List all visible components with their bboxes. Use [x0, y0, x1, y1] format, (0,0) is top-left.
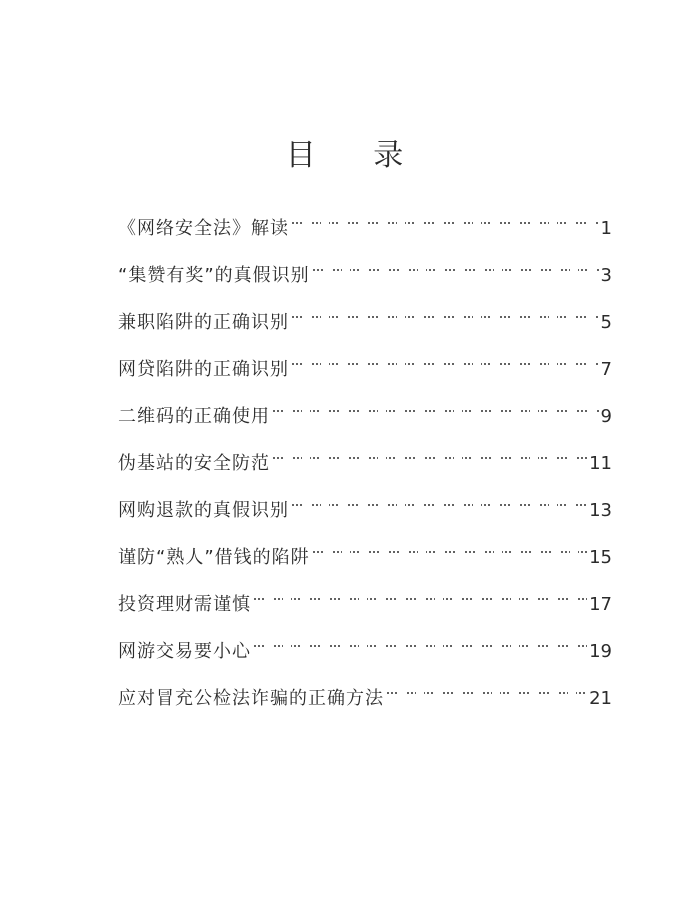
toc-entry-title: 《网络安全法》解读 [118, 218, 289, 239]
toc-page-number: 9 [600, 406, 612, 427]
toc-entry[interactable] [118, 243, 612, 290]
toc-entry-title: 网游交易要小心 [118, 641, 251, 662]
toc-page-number: 3 [600, 265, 612, 286]
toc-entry-title: 二维码的正确使用 [118, 406, 270, 427]
toc-entry-title: 网购退款的真假识别 [118, 500, 289, 521]
toc-entry-title: 谨防“熟人”借钱的陷阱 [118, 547, 310, 568]
toc-dot-leader [312, 243, 599, 281]
toc-entry[interactable] [118, 572, 612, 619]
toc-dot-leader [291, 290, 599, 328]
toc-entry-title: 投资理财需谨慎 [118, 594, 251, 615]
toc-entry-title: 网贷陷阱的正确识别 [118, 359, 289, 380]
toc-page-number: 5 [600, 312, 612, 333]
toc-dot-leader [291, 478, 587, 516]
toc-entry-title: 伪基站的安全防范 [118, 453, 270, 474]
toc-entry[interactable] [118, 337, 612, 384]
toc-entry[interactable] [118, 619, 612, 666]
toc-dot-leader [253, 572, 587, 610]
toc-entry[interactable] [118, 525, 612, 572]
toc-dot-leader [386, 666, 587, 704]
toc-page-number: 13 [589, 500, 612, 521]
toc-entry[interactable] [118, 384, 612, 431]
toc-entry[interactable] [118, 290, 612, 337]
toc-list [118, 196, 612, 713]
toc-dot-leader [291, 196, 599, 234]
toc-heading: 目 录 [285, 138, 428, 173]
toc-dot-leader [291, 337, 599, 375]
toc-entry-title: 兼职陷阱的正确识别 [118, 312, 289, 333]
toc-page-number: 21 [589, 688, 612, 709]
toc-page-number: 15 [589, 547, 612, 568]
toc-dot-leader [253, 619, 587, 657]
toc-page-number: 7 [600, 359, 612, 380]
toc-dot-leader [272, 384, 599, 422]
toc-dot-leader [312, 525, 587, 563]
toc-dot-leader [272, 431, 587, 469]
toc-entry[interactable] [118, 196, 612, 243]
toc-entry[interactable] [118, 666, 612, 713]
toc-entry-title: “集赞有奖”的真假识别 [118, 265, 310, 286]
toc-page-number: 17 [589, 594, 612, 615]
toc-entry[interactable] [118, 478, 612, 525]
toc-entry-title: 应对冒充公检法诈骗的正确方法 [118, 688, 384, 709]
toc-page-number: 11 [589, 453, 612, 474]
toc-entry[interactable] [118, 431, 612, 478]
toc-page-number: 1 [600, 218, 612, 239]
toc-page-number: 19 [589, 641, 612, 662]
